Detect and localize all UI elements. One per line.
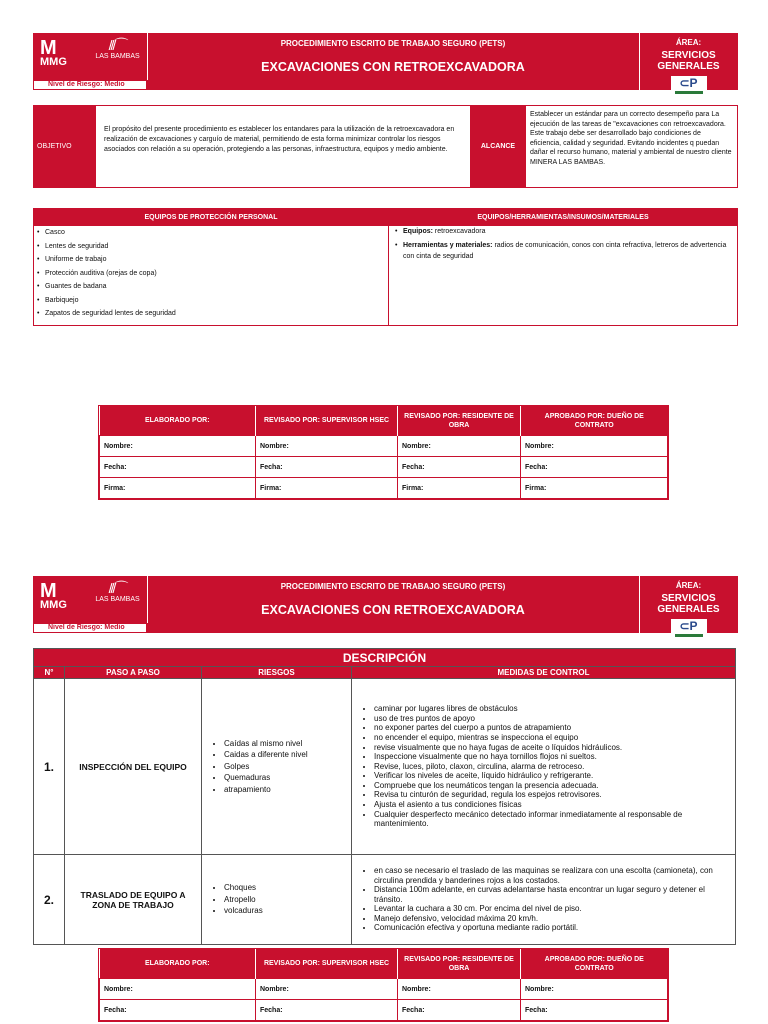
list-item: • Equipos: retroexcavadora <box>392 226 732 237</box>
controls-cell <box>352 855 736 945</box>
list-item: • revise visualmente que no haya fugas de aceite o líquidos hidráulicos. <box>374 743 735 753</box>
list-item: • en caso se necesario el traslado de las maquinas se realizara con una escolta (camioneta), con circulina prendida y banderines rojos a los costados. <box>374 866 735 885</box>
firma-field[interactable]: Firma: <box>398 478 521 499</box>
firma-field[interactable]: Firma: <box>100 478 256 499</box>
step-name: INSPECCIÓN DEL EQUIPO <box>65 679 202 855</box>
logo-area <box>33 576 148 623</box>
risks-cell <box>202 679 352 855</box>
risk-level: Nivel de Riesgo: Medio <box>33 623 147 633</box>
col-header-num: N° <box>34 667 65 679</box>
col-header-step: PASO A PASO <box>65 667 202 679</box>
list-item: • Barbiquejo <box>34 294 388 308</box>
sig-header-aprobado: APROBADO POR: DUEÑO DE CONTRATO <box>521 406 668 436</box>
list-item: • Golpes <box>224 761 351 773</box>
area-box <box>639 576 738 633</box>
company-logo: ⊂P <box>671 76 707 96</box>
document-title: EXCAVACIONES CON RETROEXCAVADORA <box>261 60 525 74</box>
list-item: • Zapatos de seguridad lentes de seguridad <box>34 307 388 321</box>
objetivo-label: OBJETIVO <box>33 105 95 188</box>
table-row <box>34 855 736 945</box>
sig-header-residente: REVISADO POR: RESIDENTE DE OBRA <box>398 949 521 979</box>
document-header <box>33 33 738 90</box>
fecha-field[interactable]: Fecha: <box>398 1000 521 1021</box>
list-item: • Levantar la cuchara a 30 cm. Por encima del nivel de piso. <box>374 904 735 914</box>
list-item: • Ajusta el asiento a tus condiciones físicas <box>374 800 735 810</box>
mmg-logo: M MMG <box>40 37 67 68</box>
description-title: DESCRIPCIÓN <box>34 649 736 667</box>
las-bambas-logo: ///⌒ LAS BAMBAS <box>95 580 140 603</box>
list-item: • no encender el equipo, mientras se inspecciona el equipo <box>374 733 735 743</box>
area-value: SERVICIOS GENERALES <box>657 593 720 615</box>
epp-list <box>34 226 389 326</box>
mmg-logo: M MMG <box>40 580 67 611</box>
list-item: • Caídas al mismo nivel <box>224 738 351 750</box>
list-item: • Herramientas y materiales: radios de comunicación, conos con cinta refractiva, letreros de advertencia con cinta de seguridad <box>392 240 732 262</box>
fecha-field[interactable]: Fecha: <box>521 1000 668 1021</box>
col-header-controls: MEDIDAS DE CONTROL <box>352 667 736 679</box>
list-item: • Guantes de badana <box>34 280 388 294</box>
firma-field[interactable]: Firma: <box>521 478 668 499</box>
controls-cell <box>352 679 736 855</box>
fecha-field[interactable]: Fecha: <box>398 457 521 478</box>
alcance-label: ALCANCE <box>471 105 525 188</box>
fecha-field[interactable]: Fecha: <box>100 1000 256 1021</box>
sig-header-supervisor: REVISADO POR: SUPERVISOR HSEC <box>256 406 398 436</box>
list-item: • Revise, luces, piloto, claxon, circulina, alarma de retroceso. <box>374 762 735 772</box>
signature-table <box>98 948 669 1022</box>
las-bambas-logo: ///⌒ LAS BAMBAS <box>95 37 140 60</box>
list-item: • Revisa tu cinturón de seguridad, regula los espejos retrovisores. <box>374 790 735 800</box>
list-item: • Distancia 100m adelante, en curvas adelantarse hasta encontrar un lugar seguro y detener el tránsito. <box>374 885 735 904</box>
step-number: 1. <box>34 679 65 855</box>
fecha-field[interactable]: Fecha: <box>100 457 256 478</box>
sig-header-aprobado: APROBADO POR: DUEÑO DE CONTRATO <box>521 949 668 979</box>
list-item: • caminar por lugares libres de obstáculos <box>374 704 735 714</box>
list-item: • Compruebe que los neumáticos tengan la presencia adecuada. <box>374 781 735 791</box>
risk-level: Nivel de Riesgo: Medio <box>33 80 147 90</box>
list-item: • Verificar los niveles de aceite, líquido hidráulico y refrigerante. <box>374 771 735 781</box>
list-item: • Atropello <box>224 894 351 906</box>
nombre-field[interactable]: Nombre: <box>100 436 256 457</box>
area-label: ÁREA: <box>675 581 702 590</box>
list-item: • Casco <box>34 226 388 240</box>
fecha-field[interactable]: Fecha: <box>521 457 668 478</box>
table-row <box>34 679 736 855</box>
list-item: • no exponer partes del cuerpo a puntos de atrapamiento <box>374 723 735 733</box>
list-item: • atrapamiento <box>224 784 351 796</box>
objetivo-text: El propósito del presente procedimiento es establecer los entandares para la utilización de la retroexcavadora en realización de excavaciones y carguío de material, permitiendo de esta forma minimizar controlar los riesgos asociados con relación a su operación, protegiendo a las personas, infraestructura, equipos y medio ambiente. <box>95 105 471 188</box>
nombre-field[interactable]: Nombre: <box>521 436 668 457</box>
sig-header-residente: REVISADO POR: RESIDENTE DE OBRA <box>398 406 521 436</box>
list-item: • uso de tres puntos de apoyo <box>374 714 735 724</box>
col-header-risks: RIESGOS <box>202 667 352 679</box>
list-item: • Quemaduras <box>224 772 351 784</box>
firma-field[interactable]: Firma: <box>256 478 398 499</box>
epp-header: EQUIPOS DE PROTECCIÓN PERSONAL <box>34 209 389 226</box>
area-box <box>639 33 738 90</box>
nombre-field[interactable]: Nombre: <box>521 979 668 1000</box>
area-value: SERVICIOS GENERALES <box>657 50 720 72</box>
fecha-field[interactable]: Fecha: <box>256 1000 398 1021</box>
equipos-header: EQUIPOS/HERRAMIENTAS/INSUMOS/MATERIALES <box>388 209 738 226</box>
sig-header-supervisor: REVISADO POR: SUPERVISOR HSEC <box>256 949 398 979</box>
list-item: • Protección auditiva (orejas de copa) <box>34 267 388 281</box>
equipos-list <box>392 226 732 326</box>
step-name: TRASLADO DE EQUIPO A ZONA DE TRABAJO <box>65 855 202 945</box>
logo-area <box>33 33 148 80</box>
nombre-field[interactable]: Nombre: <box>398 979 521 1000</box>
list-item: • Lentes de seguridad <box>34 240 388 254</box>
description-table <box>33 648 736 945</box>
list-item: • volcaduras <box>224 905 351 917</box>
list-item: • Uniforme de trabajo <box>34 253 388 267</box>
alcance-text: Establecer un estándar para un correcto desempeño para La ejecución de las tareas de "excavaciones con retroexcavadora. Este trabajo debe ser desarrollado bajo condiciones de eficiencia, calidad y seguridad. Evitando incidentes q puedan dañar el recurso humano, material y ambiental de nuestro cliente MINERA LAS BAMBAS. <box>525 105 738 188</box>
nombre-field[interactable]: Nombre: <box>398 436 521 457</box>
nombre-field[interactable]: Nombre: <box>256 436 398 457</box>
nombre-field[interactable]: Nombre: <box>100 979 256 1000</box>
list-item: • Caidas a diferente nivel <box>224 749 351 761</box>
list-item: • Comunicación efectiva y oportuna mediante radio portátil. <box>374 923 735 933</box>
sig-header-elaborado: ELABORADO POR: <box>100 949 256 979</box>
procedure-label: PROCEDIMIENTO ESCRITO DE TRABAJO SEGURO (PETS) <box>280 582 506 591</box>
company-logo: ⊂P <box>671 619 707 639</box>
epp-table <box>33 208 738 326</box>
document-header <box>33 576 738 633</box>
procedure-label: PROCEDIMIENTO ESCRITO DE TRABAJO SEGURO (PETS) <box>280 39 506 48</box>
step-number: 2. <box>34 855 65 945</box>
list-item: • Inspeccione visualmente que no haya tornillos flojos ni sueltos. <box>374 752 735 762</box>
fecha-field[interactable]: Fecha: <box>256 457 398 478</box>
document-title: EXCAVACIONES CON RETROEXCAVADORA <box>261 603 525 617</box>
risks-cell <box>202 855 352 945</box>
list-item: • Manejo defensivo, velocidad máxima 20 km/h. <box>374 914 735 924</box>
list-item: • Choques <box>224 882 351 894</box>
list-item: • Cualquier desperfecto mecánico detectado informar inmediatamente al responsable de mantenimiento. <box>374 810 735 829</box>
sig-header-elaborado: ELABORADO POR: <box>100 406 256 436</box>
nombre-field[interactable]: Nombre: <box>256 979 398 1000</box>
signature-table <box>98 405 669 500</box>
area-label: ÁREA: <box>675 38 702 47</box>
